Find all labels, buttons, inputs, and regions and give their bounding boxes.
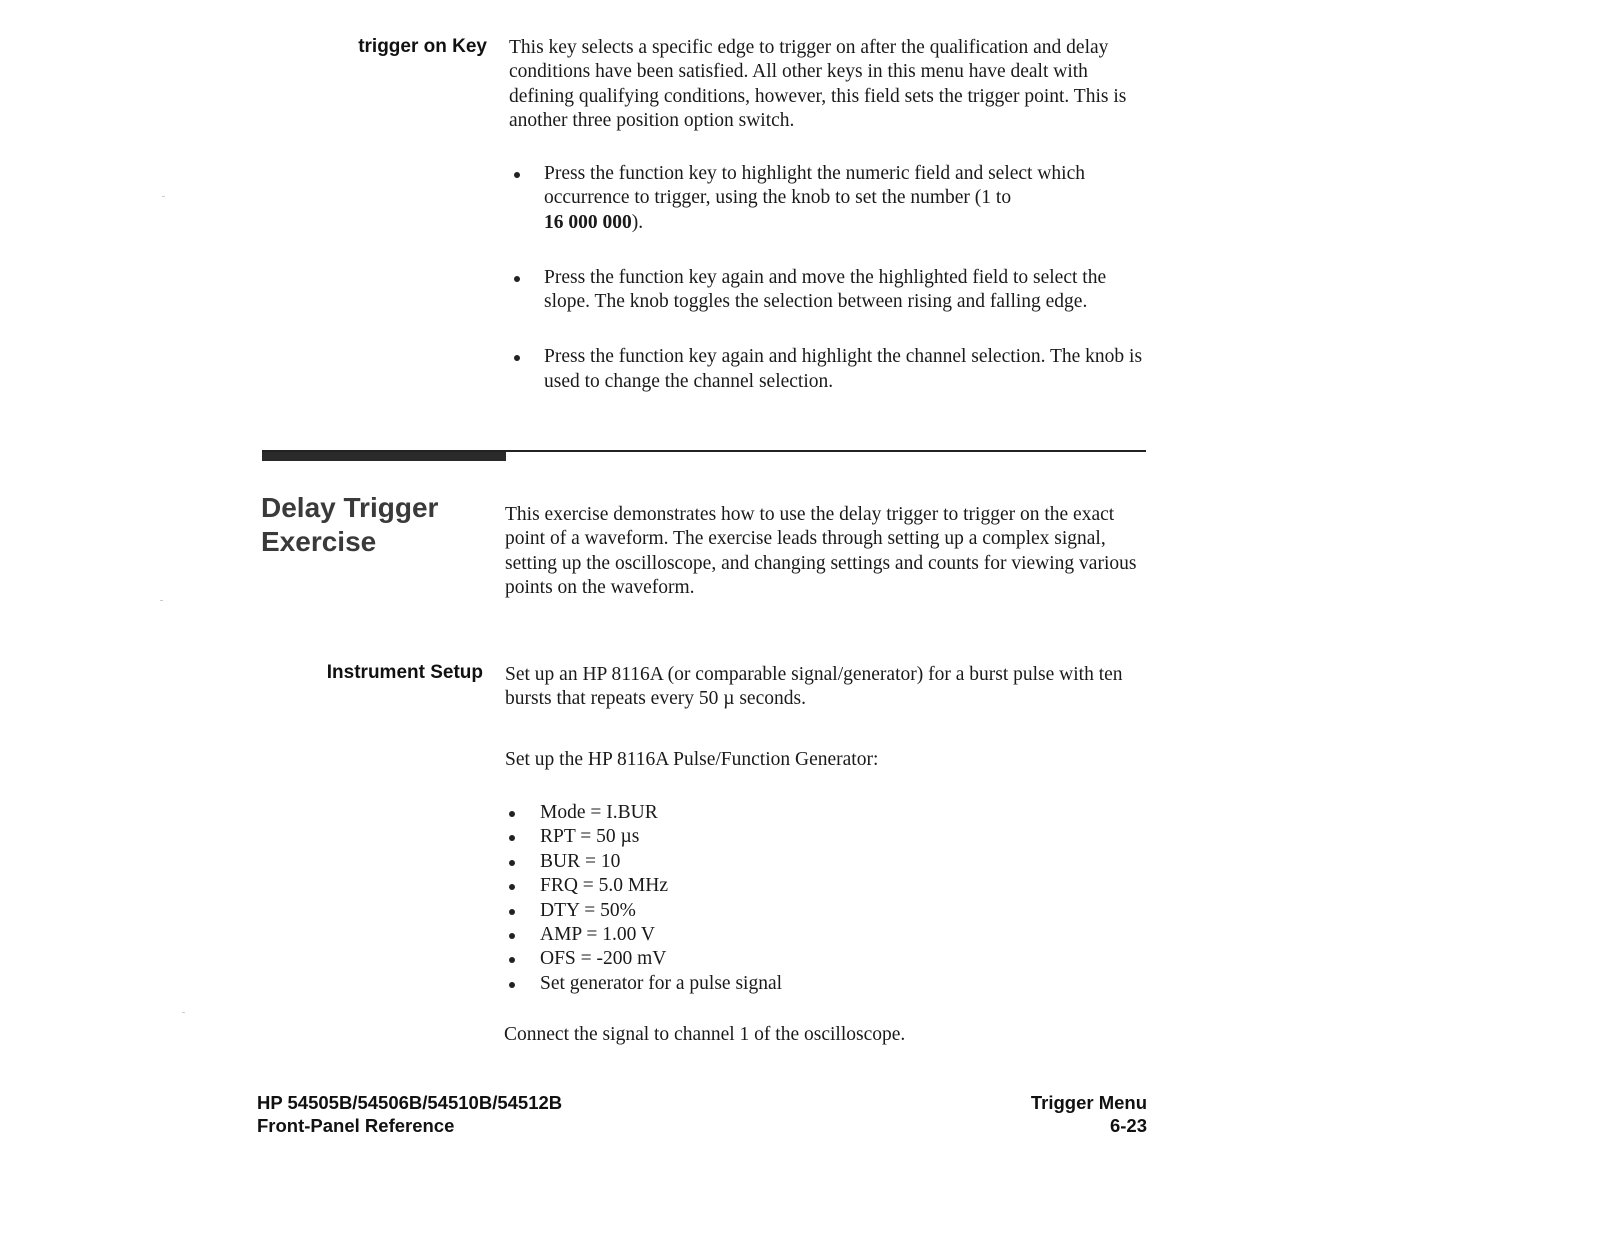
bullet-item: Press the function key to highlight the numeric field and select which occurrence to trigger, using the knob to set the number (1 to 16 000 000). [544,162,1144,235]
delay-exercise-intro: This exercise demonstrates how to use the delay trigger to trigger on the exact point of a waveform. The exercise leads through setting up a complex signal, setting up the oscilloscope, and changing settings and counts for viewing various points on the waveform. [505,504,1137,598]
connect-signal-note: Connect the signal to channel 1 of the oscilloscope. [504,1024,906,1045]
footer-manual-title: Front-Panel Reference [257,1115,455,1136]
trigger-on-key-label: trigger on Key [358,36,487,57]
setting-item: AMP = 1.00 V [540,923,1140,947]
section-divider-rule [262,450,1146,452]
scan-speck [162,196,165,197]
footer-left [257,1091,562,1137]
setting-item: Mode = I.BUR [540,801,1140,825]
setting-item: BUR = 10 [540,850,1140,874]
generator-settings-list [540,801,1140,996]
scan-speck [182,1012,185,1013]
max-count: 16 000 000 [544,211,632,233]
scan-speck [160,600,163,601]
instrument-setup-label: Instrument Setup [326,662,483,683]
page-number: 6-23 [1109,1115,1147,1136]
setting-item: DTY = 50% [540,899,1140,923]
trigger-on-key-bullets [544,162,1144,425]
setting-item: Set generator for a pulse signal [540,972,1140,996]
footer-right [1031,1091,1147,1137]
footer-model-numbers: HP 54505B/54506B/54510B/54512B [257,1092,563,1113]
section-heading: Delay Trigger Exercise [261,492,439,557]
footer-chapter-title: Trigger Menu [1030,1092,1147,1113]
generator-setup-heading: Set up the HP 8116A Pulse/Function Generator: [505,749,879,770]
setting-item: FRQ = 5.0 MHz [540,874,1140,898]
bullet-item: Press the function key again and move the highlighted field to select the slope. The knob toggles the selection between rising and falling edge. [544,266,1144,315]
setting-item: RPT = 50 µs [540,825,1140,849]
bullet-item: Press the function key again and highlight the channel selection. The knob is used to change the channel selection. [544,345,1144,394]
trigger-on-key-intro: This key selects a specific edge to trigger on after the qualification and delay conditions have been satisfied. All other keys in this menu have dealt with defining qualifying conditions, however, this field sets the trigger point. This is another three position option switch. [509,37,1127,131]
instrument-setup-para: Set up an HP 8116A (or comparable signal/generator) for a burst pulse with ten bursts that repeats every 50 µ seconds. [505,664,1123,710]
setting-item: OFS = -200 mV [540,947,1140,971]
